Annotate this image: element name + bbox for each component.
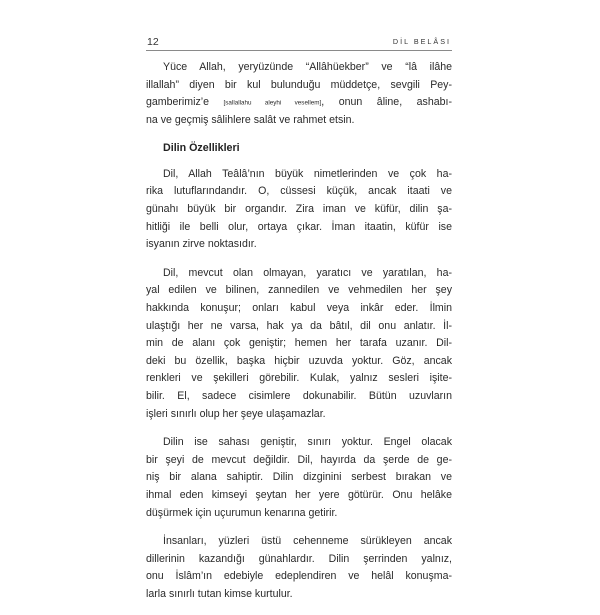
salawat-note: [sallallahu aleyhi vesellem]	[223, 99, 322, 107]
text-line: min de alanı çok geniştir; hemen her tarafa uzanır. Dil-	[146, 337, 452, 350]
text-line: yal edilen ve bilinen, zannedilen ve vehmedilen her şey	[146, 284, 452, 297]
running-head: DİL BELÂSI	[392, 37, 451, 46]
text-line: hitliği ile belli olur, ortaya çıkar. İman itaatin, küfür ise	[146, 220, 452, 233]
text-line: ulaştığı her ne varsa, hak ya da bâtıl, dil onu anlatır. İl-	[146, 319, 452, 332]
text-line: onu İslâm’ın edebiyle edeplendiren ve helâl konuşma-	[146, 570, 452, 583]
text-line	[146, 94, 452, 112]
text-line: renkleri ve şekilleri görebilir. Kulak, yalnız sesleri işite-	[146, 372, 452, 385]
paragraph-2	[146, 265, 452, 423]
text-line: dillerinin kazandığı günahlardır. Dilin şerrinden yalnız,	[146, 552, 452, 565]
paragraph-1	[146, 166, 452, 254]
page-number: 12	[147, 36, 159, 48]
text-line: bir şeyi de mevcut değildir. Dil, hayırda da şerde de ge-	[146, 453, 452, 466]
text-line: deki bu özellik, başka hiçbir uzuvda yoktur. Göz, ancak	[146, 354, 452, 367]
text-line: na ve geçmiş sâlihlere salât ve rahmet etsin.	[146, 114, 355, 127]
text-fragment: gamberimiz’e	[146, 96, 224, 109]
intro-paragraph	[146, 59, 452, 130]
paragraph-3	[146, 434, 452, 522]
text-line: hakkında konuşur; onları kabul veya inkâr eder. İlmin	[146, 302, 452, 315]
text-line: isyanın zirve noktasıdır.	[146, 238, 257, 251]
page-header	[146, 36, 452, 51]
text-line: Dil, mevcut olan olmayan, yaratıcı ve yaratılan, ha-	[163, 266, 452, 279]
text-line: Yüce Allah, yeryüzünde “Allâhüekber” ve “lâ ilâhe	[163, 61, 452, 73]
text-line: illallah” diyen bir kul bulunduğu müddetçe, sevgili Pey-	[146, 78, 452, 91]
text-line: bilir. El, sadece cisimlere dokunabilir. Bütün uzuvların	[146, 390, 452, 402]
text-fragment: , onun âline, ashabı-	[321, 96, 452, 109]
text-line: rika lutuflarındandır. O, cüssesi küçük, ancak itaati ve	[146, 185, 452, 198]
text-line: Dilin ise sahası geniştir, sınırı yoktur. Engel olacak	[163, 436, 452, 449]
page-content	[146, 51, 452, 604]
paragraph-4	[146, 533, 452, 603]
text-line: niş bir alana sahiptir. Dilin dizginini serbest bırakan ve	[146, 471, 452, 484]
section-title: Dilin Özellikleri	[163, 141, 240, 154]
text-line: işleri sınırlı olup her şeye ulaşamazlar.	[146, 407, 326, 420]
text-line: Dil, Allah Teâlâ’nın büyük nimetlerinden ve çok ha-	[163, 167, 452, 180]
text-line: günahı büyük bir organdır. Zira iman ve küfür, dilin şa-	[146, 203, 452, 216]
text-line: larla sınırlı tutan kimse kurtulur.	[146, 587, 293, 600]
text-line: düşürmek için uçurumun kenarına getirir.	[146, 506, 338, 519]
text-line: ihmal eden kimseyi şeytan her yere götürür. Onu helâke	[146, 488, 452, 501]
book-page	[146, 36, 452, 615]
text-line: İnsanları, yüzleri üstü cehenneme sürükleyen ancak	[163, 535, 452, 548]
